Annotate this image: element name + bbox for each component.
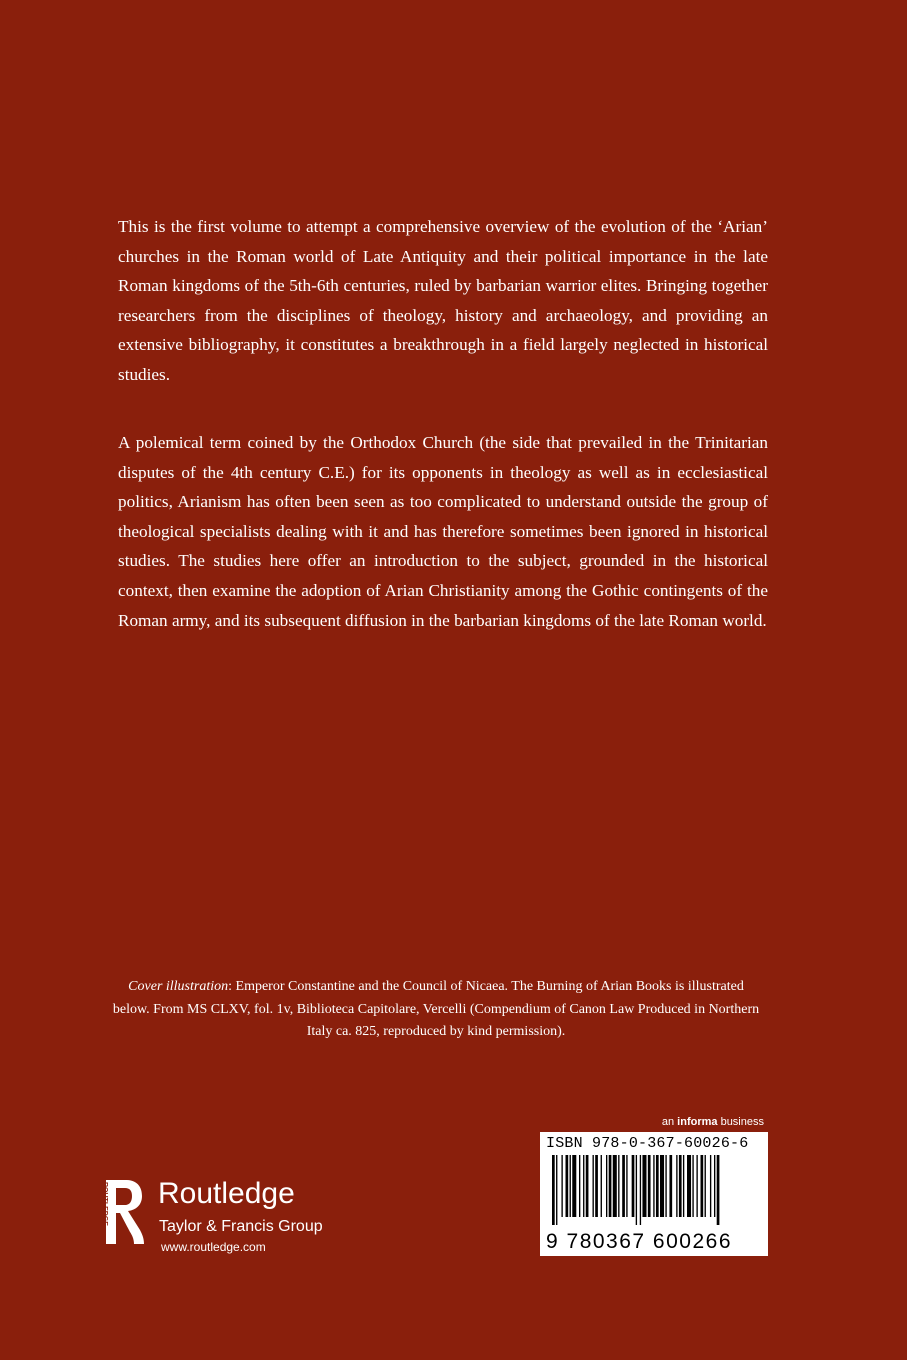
barcode-bar — [632, 1155, 635, 1217]
barcode-bar — [701, 1155, 704, 1217]
barcode-bar — [676, 1155, 677, 1217]
publisher-group: Taylor & Francis Group — [159, 1218, 323, 1235]
barcode-bar — [653, 1155, 654, 1217]
barcode-bar — [606, 1155, 607, 1217]
isbn-digits: 9 780367 600266 — [546, 1230, 732, 1253]
cover-illustration-caption — [110, 976, 762, 1044]
isbn-barcode — [540, 1132, 768, 1256]
barcode-bar — [710, 1155, 711, 1217]
barcode-bar — [705, 1155, 706, 1217]
barcode-bar — [613, 1155, 617, 1217]
barcode-bar — [593, 1155, 594, 1217]
informa-prefix: an — [661, 1116, 678, 1128]
barcode-bar — [696, 1155, 697, 1217]
barcode-bar — [665, 1155, 666, 1217]
barcode-bar — [660, 1155, 664, 1217]
informa-brand: informa — [677, 1116, 718, 1128]
barcode-bar — [583, 1155, 584, 1217]
barcode-bar — [636, 1155, 637, 1225]
barcode-bar — [648, 1155, 651, 1217]
routledge-logo — [100, 1176, 360, 1256]
caption-text: : Emperor Constantine and the Council of Nicaea. The Burning of Arian Books is illustrated below. From MS CLXV, fol. 1v, Biblioteca Capitolare, Vercelli (Compendium of Canon Law Produced in Northern Italy ca. 825, reproduced by kind permission). — [112, 979, 760, 1039]
informa-tagline — [662, 1116, 764, 1128]
barcode-bar — [570, 1155, 571, 1217]
barcode-bar — [561, 1155, 562, 1217]
barcode-bar — [714, 1155, 715, 1217]
barcode-bar — [656, 1155, 659, 1217]
emblem-vertical-text: ROUTLEDGE — [101, 1182, 108, 1226]
barcode-bar — [692, 1155, 693, 1217]
barcode-bar — [601, 1155, 602, 1217]
caption-label: Cover illustration — [128, 979, 229, 994]
barcode-bars — [546, 1155, 762, 1225]
barcode-bar — [572, 1155, 576, 1217]
publisher-url: www.routledge.com — [161, 1240, 266, 1254]
barcode-bar — [669, 1155, 672, 1217]
publisher-name: Routledge — [158, 1177, 295, 1210]
blurb-paragraph-1: This is the first volume to attempt a comprehensive overview of the evolution of the ‘Arian’ churches in the Roman world of Late Antiquity and their political importance in the late Roman kingdoms of the 5th-6th centuries, ruled by barbarian warrior elites. Bringing together researchers from the disciplines of theology, history and archaeology, and providing an extensive bibliography, it constitutes a breakthrough in a field largely neglected in historical studies. — [118, 217, 768, 384]
barcode-bar — [687, 1155, 691, 1217]
barcode-bar — [640, 1155, 641, 1225]
barcode-bar — [622, 1155, 625, 1217]
barcode-bar — [717, 1155, 720, 1225]
barcode-bar — [626, 1155, 627, 1217]
barcode-bar — [618, 1155, 619, 1217]
barcode-bar — [556, 1155, 557, 1225]
barcode-bar — [609, 1155, 612, 1217]
barcode-bar — [586, 1155, 589, 1217]
isbn-label: ISBN 978-0-367-60026-6 — [546, 1135, 749, 1152]
routledge-emblem-icon — [100, 1178, 144, 1248]
barcode-bar — [552, 1155, 555, 1225]
barcode-bar — [642, 1155, 646, 1217]
barcode-bar — [579, 1155, 580, 1217]
barcode-bar — [566, 1155, 569, 1217]
barcode-bar — [595, 1155, 598, 1217]
barcode-bar — [679, 1155, 682, 1217]
informa-suffix: business — [717, 1116, 764, 1128]
blurb-paragraph-2: A polemical term coined by the Orthodox Church (the side that prevailed in the Trinitarian disputes of the 4th century C.E.) for its opponents in theology as well as in ecclesiastical politics, Arianism has often been seen as too complicated to understand outside the group of theological specialists dealing with it and has therefore sometimes been ignored in historical studies. The studies here offer an introduction to the subject, grounded in the historical context, then examine the adoption of Arian Christianity among the Gothic contingents of the Roman army, and its subsequent diffusion in the barbarian kingdoms of the late Roman world. — [118, 433, 768, 630]
barcode-bar — [683, 1155, 684, 1217]
